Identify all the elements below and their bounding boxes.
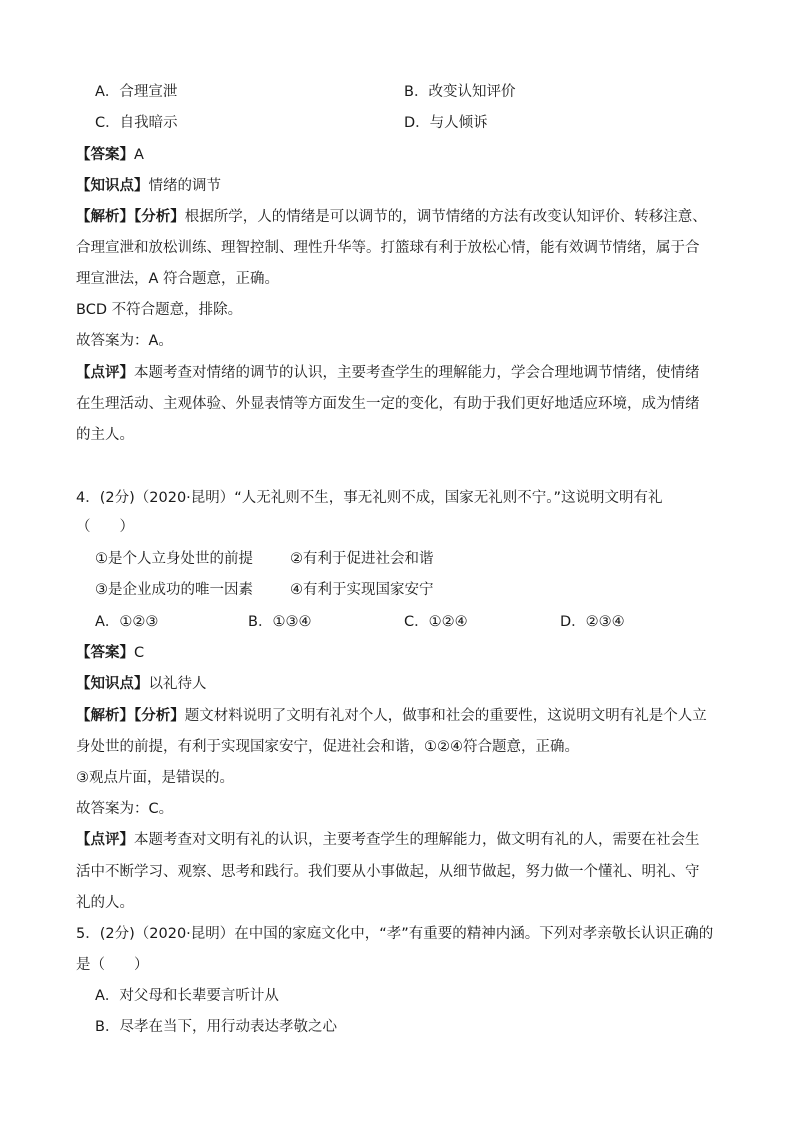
comment-text: 本题考查对文明有礼的认识，主要考查学生的理解能力，做文明有礼的人，需要在社会生: [134, 832, 700, 848]
q4-option-c: C．①②④: [404, 614, 468, 630]
q4-stem-blank: （ ）: [76, 519, 134, 535]
q4-analysis: [76, 706, 707, 726]
q4-stem: 4．(2分)（2020·昆明）“人无礼则不生，事无礼则不成，国家无礼则不宁。”这说明文明有礼: [76, 490, 663, 506]
q5-stem-blank: 是（ ）: [76, 957, 149, 973]
q3-option-c: C．自我暗示: [95, 115, 178, 131]
knowledge-value: 以礼待人: [148, 676, 207, 692]
q3-comment-line-2: 在生理活动、主观体验、外显表情等方面发生一定的变化，有助于我们更好地适应环境，成为情绪: [76, 396, 700, 412]
answer-value: A: [134, 147, 144, 163]
q5-option-b: B．尽孝在当下，用行动表达孝敬之心: [95, 1019, 337, 1035]
q4-item-2: ②有利于促进社会和谐: [290, 551, 434, 567]
q4-answer: [76, 643, 144, 663]
q3-option-a: A．合理宣泄: [95, 84, 178, 100]
q3-analysis: [76, 207, 707, 227]
q3-analysis-line-4: BCD 不符合题意，排除。: [76, 302, 243, 318]
q3-option-b: B．改变认知评价: [404, 84, 516, 100]
analysis-label: 【解析】【分析】: [76, 708, 185, 724]
q4-analysis-line-4: 故答案为：C。: [76, 801, 174, 817]
q4-option-b: B．①③④: [248, 614, 312, 630]
q3-answer: [76, 145, 144, 165]
q5-option-a: A．对父母和长辈要言听计从: [95, 988, 279, 1004]
q4-option-a: A．①②③: [95, 614, 159, 630]
analysis-text: 题文材料说明了文明有礼对个人，做事和社会的重要性，这说明文明有礼是个人立: [184, 708, 707, 724]
q3-analysis-line-3: 理宣泄法，A 符合题意，正确。: [76, 271, 280, 287]
q4-comment-line-3: 礼的人。: [76, 895, 134, 911]
knowledge-value: 情绪的调节: [148, 178, 221, 194]
analysis-text: 根据所学，人的情绪是可以调节的，调节情绪的方法有改变认知评价、转移注意、: [184, 209, 707, 225]
q4-item-1: ①是个人立身处世的前提: [95, 551, 253, 567]
q4-analysis-line-3: ③观点片面，是错误的。: [76, 770, 234, 786]
q3-analysis-line-2: 合理宣泄和放松训练、理智控制、理性升华等。打篮球有利于放松心情，能有效调节情绪，属于合: [76, 240, 700, 256]
q5-stem: 5．(2分)（2020·昆明）在中国的家庭文化中，“孝”有重要的精神内涵。下列对孝亲敬长认识正确的: [76, 926, 714, 942]
knowledge-label: 【知识点】: [76, 178, 149, 194]
answer-value: C: [134, 645, 145, 661]
answer-label: 【答案】: [76, 645, 134, 661]
q3-option-d: D．与人倾诉: [404, 115, 488, 131]
q3-analysis-line-5: 故答案为：A。: [76, 333, 173, 349]
q4-item-4: ④有利于实现国家安宁: [290, 582, 434, 598]
knowledge-label: 【知识点】: [76, 676, 149, 692]
q4-option-d: D．②③④: [560, 614, 625, 630]
q3-knowledge: [76, 176, 221, 196]
q4-knowledge: [76, 674, 207, 694]
q4-item-3: ③是企业成功的唯一因素: [95, 582, 253, 598]
q3-comment: [76, 363, 700, 383]
q3-comment-line-3: 的主人。: [76, 427, 134, 443]
q4-comment-line-2: 活中不断学习、观察、思考和践行。我们要从小事做起，从细节做起，努力做一个懂礼、明礼、守: [76, 864, 700, 880]
comment-label: 【点评】: [76, 365, 134, 381]
analysis-label: 【解析】【分析】: [76, 209, 185, 225]
q4-comment: [76, 830, 700, 850]
answer-label: 【答案】: [76, 147, 134, 163]
q4-analysis-line-2: 身处世的前提，有利于实现国家安宁，促进社会和谐，①②④符合题意，正确。: [76, 739, 579, 755]
comment-text: 本题考查对情绪的调节的认识，主要考查学生的理解能力，学会合理地调节情绪，使情绪: [134, 365, 700, 381]
comment-label: 【点评】: [76, 832, 134, 848]
